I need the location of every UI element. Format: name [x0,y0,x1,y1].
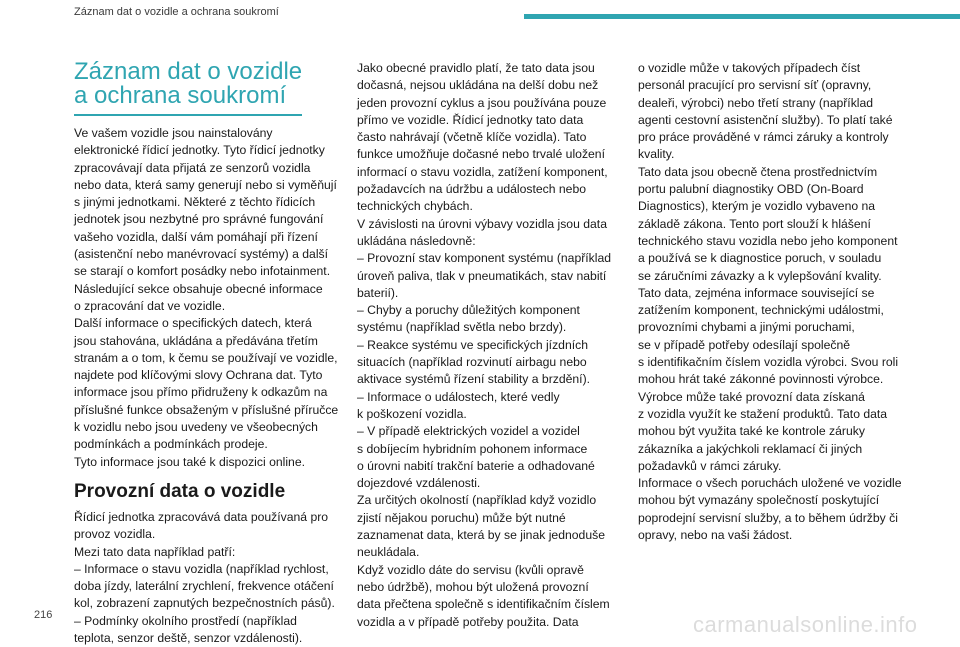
text-line: pro práce prováděné v rámci záruky a kontroly [638,130,889,145]
text-line: podmínkách a podmínkách prodeje. [74,437,268,452]
text-line: Následující sekce obsahuje obecné informace [74,281,323,296]
header-accent-bar [524,14,960,19]
text-line: s jinými jednotkami. Některé z těchto řídicích [74,195,316,210]
text-line: informace jsou přímo přidruženy k odkazům na [74,385,328,400]
section-title: Provozní data o vozidle [74,480,286,502]
text-line: technického stavu vozidla nebo jeho komponent [638,233,898,248]
text-line: Tato data jsou obecně čtena prostřednictvím [638,164,878,179]
text-line: kvality. [638,147,675,162]
text-line: často nahrávají (včetně klíče vozidla). Tato [357,130,587,145]
text-line: teplota, senzor deště, senzor vzdálenosti). [74,631,303,646]
text-line: neukládala. [357,545,420,560]
text-line: zjistí nějakou poruchu) může být nutné [357,510,566,525]
text-line: Mezi tato data například patří: [74,544,236,559]
text-line: Další informace o specifických datech, která [74,316,312,331]
text-line: agenti cestovní asistenční služby). To platí také [638,112,893,127]
text-line: a používá se k diagnostice poruch, v souladu [638,251,882,266]
text-line: – Podmínky okolního prostředí (například [74,613,297,628]
title-underline [74,114,302,116]
text-line: jednotek jsou nezbytné pro správné fungování [74,212,324,227]
text-line: stranám a o tom, k čemu se používají ve vozidle, [74,350,338,365]
text-line: – Chyby a poruchy důležitých komponent [357,303,580,318]
column-3 [638,60,906,544]
text-line: ukládána následovně: [357,233,476,248]
text-line: zákazníka a jakýchkoli reklamací či jiných [638,441,863,456]
text-line: portu palubní diagnostiky OBD (On-Board [638,182,864,197]
running-header: Záznam dat o vozidle a ochrana soukromí [74,6,279,18]
text-line: data přečtena společně s identifikačním číslem [357,597,610,612]
text-line: o vozidle může v takových případech číst [638,61,861,75]
text-line: mohou hrát také zákonné povinnosti výrobce. [638,372,884,387]
text-line: požadavků v rámci záruky. [638,458,782,473]
text-line: k poškození vozidla. [357,406,467,421]
text-line: z vozidla využít ke stažení produktů. Tato data [638,406,888,421]
text-line: mohou být využita také ke kontrole záruky [638,424,865,439]
text-line: k vozidlu nebo jsou uvedeny ve všeobecných [74,420,318,435]
text-line: Jako obecné pravidlo platí, že tato data jsou [357,61,595,75]
text-line: nebo data, která samy generují nebo si vyměňují [74,177,337,192]
watermark: carmanualsonline.info [693,612,918,637]
section-text [74,509,342,647]
text-line: zaznamenat data, která by se jinak jednoduše [357,528,605,543]
text-line: s identifikačním číslem vozidla výrobci. Svou roli [638,355,899,370]
text-line: situacích (například rozvinutí airbagu nebo [357,355,587,370]
text-line: (asistenční nebo manévrovací systémy) a další [74,247,329,262]
text-line: vozidla a v případě potřeby použita. Data [357,614,579,629]
text-line: se v případě potřeby odesílají společně [638,337,851,352]
text-line: V závislosti na úrovni výbavy vozidla jsou data [357,216,607,231]
text-line: mohou být vymazány společností poskytující [638,493,880,508]
text-line: zatížením komponent, technickými událostmi, [638,303,884,318]
text-line: funkce umožňuje dočasné nebo trvalé uložení [357,147,605,162]
text-line: jsou stahována, ukládána a předávána třetím [74,333,318,348]
text-line: personál pracující pro servisní síť (opravny, [638,78,872,93]
text-line: provozními chybami a jinými poruchami, [638,320,855,335]
text-line: baterií). [357,285,399,300]
page-title-line-2: a ochrana soukromí [74,82,287,109]
text-line: opravy, nebo na vaši žádost. [638,528,793,543]
text-line: se starají o komfort posádky nebo infotainment. [74,264,331,279]
text-line: – Informace o událostech, které vedly [357,389,560,404]
text-line: dočasná, nejsou ukládána na delší dobu než [357,78,599,93]
text-line: příslušné funkce obsaženým v příslušné příručce [74,402,339,417]
intro-text [74,125,342,471]
text-line: Tyto informace jsou také k dispozici online. [74,454,305,469]
text-line: s dobíjecím hybridním pohonem informace [357,441,588,456]
text-line: dealeři, výrobci) nebo třetí strany (například [638,95,874,110]
text-line: vašeho vozidla, další vám pomáhají při řízení [74,229,318,244]
text-line: informací o stavu vozidla, zatížení komponent, [357,164,608,179]
text-line: nebo údržbě), mohou být uložená provozní [357,579,589,594]
text-line: – Provozní stav komponent systému (například [357,251,612,266]
text-line: Když vozidlo dáte do servisu (kvůli opravě [357,562,584,577]
text-line: – Informace o stavu vozidla (například rychlost, [74,561,329,576]
text-line: poprodejní servisní služby, a to během údržby či [638,510,898,525]
text-line: Výrobce může také provozní data získaná [638,389,865,404]
text-line: dojezdové vzdálenosti. [357,476,481,491]
text-line: – V případě elektrických vozidel a vozidel [357,424,580,439]
column-1 [74,60,342,647]
text-line: přímo ve vozidle. Řídicí jednotky tato data [357,112,584,127]
text-line: základě zákona. Tento port slouží k hlášení [638,216,871,231]
text-line: se záručními závazky a k vylepšování kvality. [638,268,882,283]
page-title-line-1: Záznam dat o vozidle [74,58,303,85]
column-2 [357,60,625,631]
text-line: Informace o všech poruchách uložené ve vozidle [638,476,902,491]
text-line: zpracovávají data přijatá ze senzorů vozidla [74,160,311,175]
text-line: Za určitých okolností (například když vozidlo [357,493,597,508]
text-line: doba jízdy, laterální zrychlení, frekvence otáčení [74,579,334,594]
text-line: – Reakce systému ve specifických jízdních [357,337,588,352]
text-line: technických chybách. [357,199,473,214]
text-line: systému (například světla nebo brzdy). [357,320,567,335]
text-line: jeden provozní cyklus a jsou používána pouze [357,95,607,110]
text-line: o zpracování dat ve vozidle. [74,298,226,313]
text-line: najdete pod klíčovými slovy Ochrana dat. Tyto [74,368,323,383]
text-line: Řídicí jednotka zpracovává data používaná pro [74,509,329,524]
text-line: elektronické řídicí jednotky. Tyto řídicí jednotky [74,143,325,158]
text-line: provoz vozidla. [74,527,156,542]
page-number: 216 [34,609,53,621]
text-line: požadavcích na údržbu a událostech nebo [357,182,587,197]
text-line: aktivace systémů řízení stability a brzdění). [357,372,591,387]
page-title [74,60,342,108]
text-line: úroveň paliva, tlak v pneumatikách, stav nabití [357,268,607,283]
text-line: o úrovni nabití trakční baterie a odhadované [357,458,595,473]
text-line: kol, zobrazení zapnutých bezpečnostních pásů). [74,596,335,611]
text-line: Ve vašem vozidle jsou nainstalovány [74,126,273,140]
text-line: Tato data, zejména informace související se [638,285,875,300]
text-line: Diagnostics), kterým je vozidlo vybaveno na [638,199,876,214]
